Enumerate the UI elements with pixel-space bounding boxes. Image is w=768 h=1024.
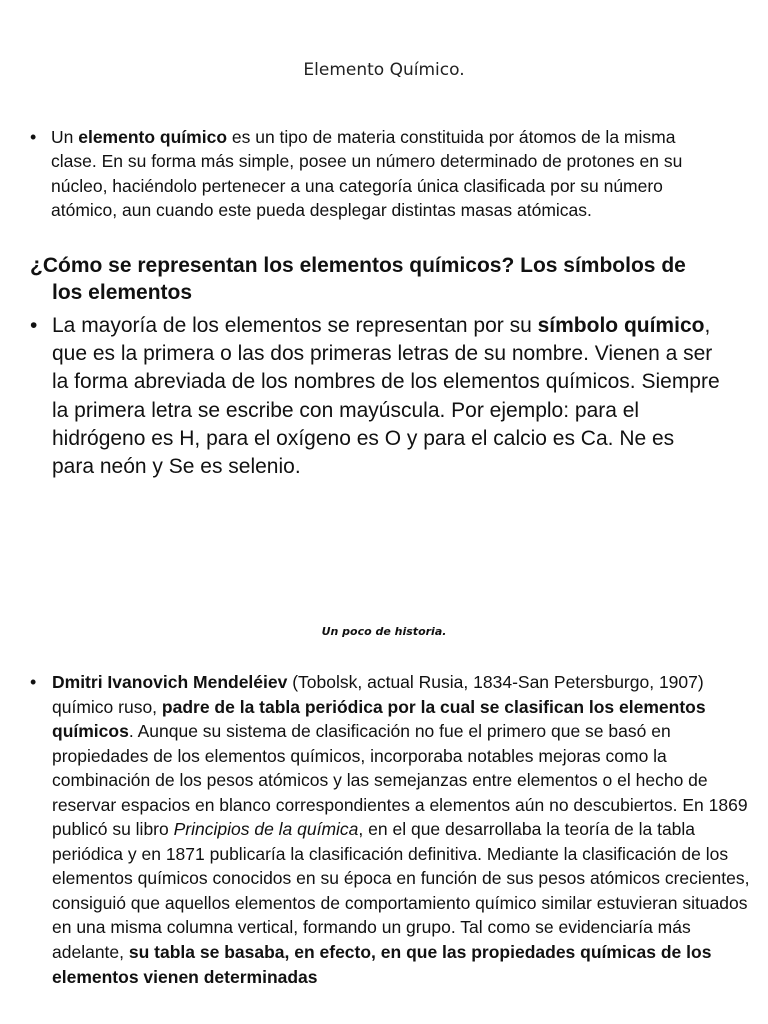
history-heading: Un poco de historia. (321, 625, 447, 638)
document-title: Elemento Químico. (303, 60, 465, 80)
symbols-paragraph (52, 312, 720, 481)
symbols-bold-term: símbolo químico (537, 314, 705, 337)
intro-bold-term: elemento químico (78, 127, 228, 147)
history-text-2: . Aunque su sistema de clasificación no fue el primero que se basó en propiedades de los elementos químicos, incorporaba notables mejoras como la combinación de los pesos atómicos y las semejanzas entre elementos o el hecho de reservar espacios en blanco correspondientes a elementos aún no descubiertos. En 1869 publicó su libro (52, 721, 748, 840)
section-question-heading: ¿Cómo se representan los elementos químicos? Los símbolos de los elementos (30, 254, 686, 304)
history-bullet-item (30, 670, 750, 989)
bullet-icon: • (30, 672, 37, 692)
history-bold-conclusion: su tabla se basaba, en efecto, en que las propiedades químicas de los elementos vienen determinadas (52, 942, 712, 987)
symbols-bullet-item (30, 312, 720, 481)
history-bold-name: Dmitri Ivanovich Mendeléiev (52, 672, 288, 692)
history-text-1: (Tobolsk, actual Rusia, 1834-San Petersburgo, 1907) químico ruso, (52, 672, 704, 717)
intro-paragraph (51, 125, 720, 223)
history-text-3: , en el que desarrollaba la teoría de la tabla periódica y en 1871 publicaría la clasificación definitiva. Mediante la clasificación de los elementos químicos conocidos en su época en función de sus pesos atómicos crecientes, consiguió que aquellos elementos de comportamiento químico similar estuvieran situados en una misma columna vertical, formando un grupo. Tal como se evidenciaría más adelante, (52, 819, 750, 963)
history-book-title: Principios de la química (173, 819, 359, 840)
bullet-icon: • (30, 127, 37, 147)
symbols-text-2: , que es la primera o las dos primeras letras de su nombre. Vienen a ser la forma abreviada de los nombres de los elementos químicos. Siempre la primera letra se escribe con mayúscula. Por ejemplo: para el hidrógeno es H, para el oxígeno es O y para el calcio es Ca. Ne es para neón y Se es selenio. (52, 314, 720, 479)
history-paragraph (52, 670, 750, 989)
intro-text-2: es un tipo de materia constituida por átomos de la misma clase. En su forma más simple, posee un número determinado de protones en su núcleo, haciéndolo pertenecer a una categoría única clasificada por su número atómico, aun cuando este pueda desplegar distintas masas atómicas. (51, 127, 683, 221)
history-bold-phrase: padre de la tabla periódica por la cual se clasifican los elementos químicos (52, 696, 706, 742)
symbols-text-1: La mayoría de los elementos se representan por su (52, 314, 538, 337)
intro-text-1: Un (51, 127, 79, 147)
intro-bullet-item (30, 125, 720, 223)
bullet-icon: • (30, 314, 38, 337)
